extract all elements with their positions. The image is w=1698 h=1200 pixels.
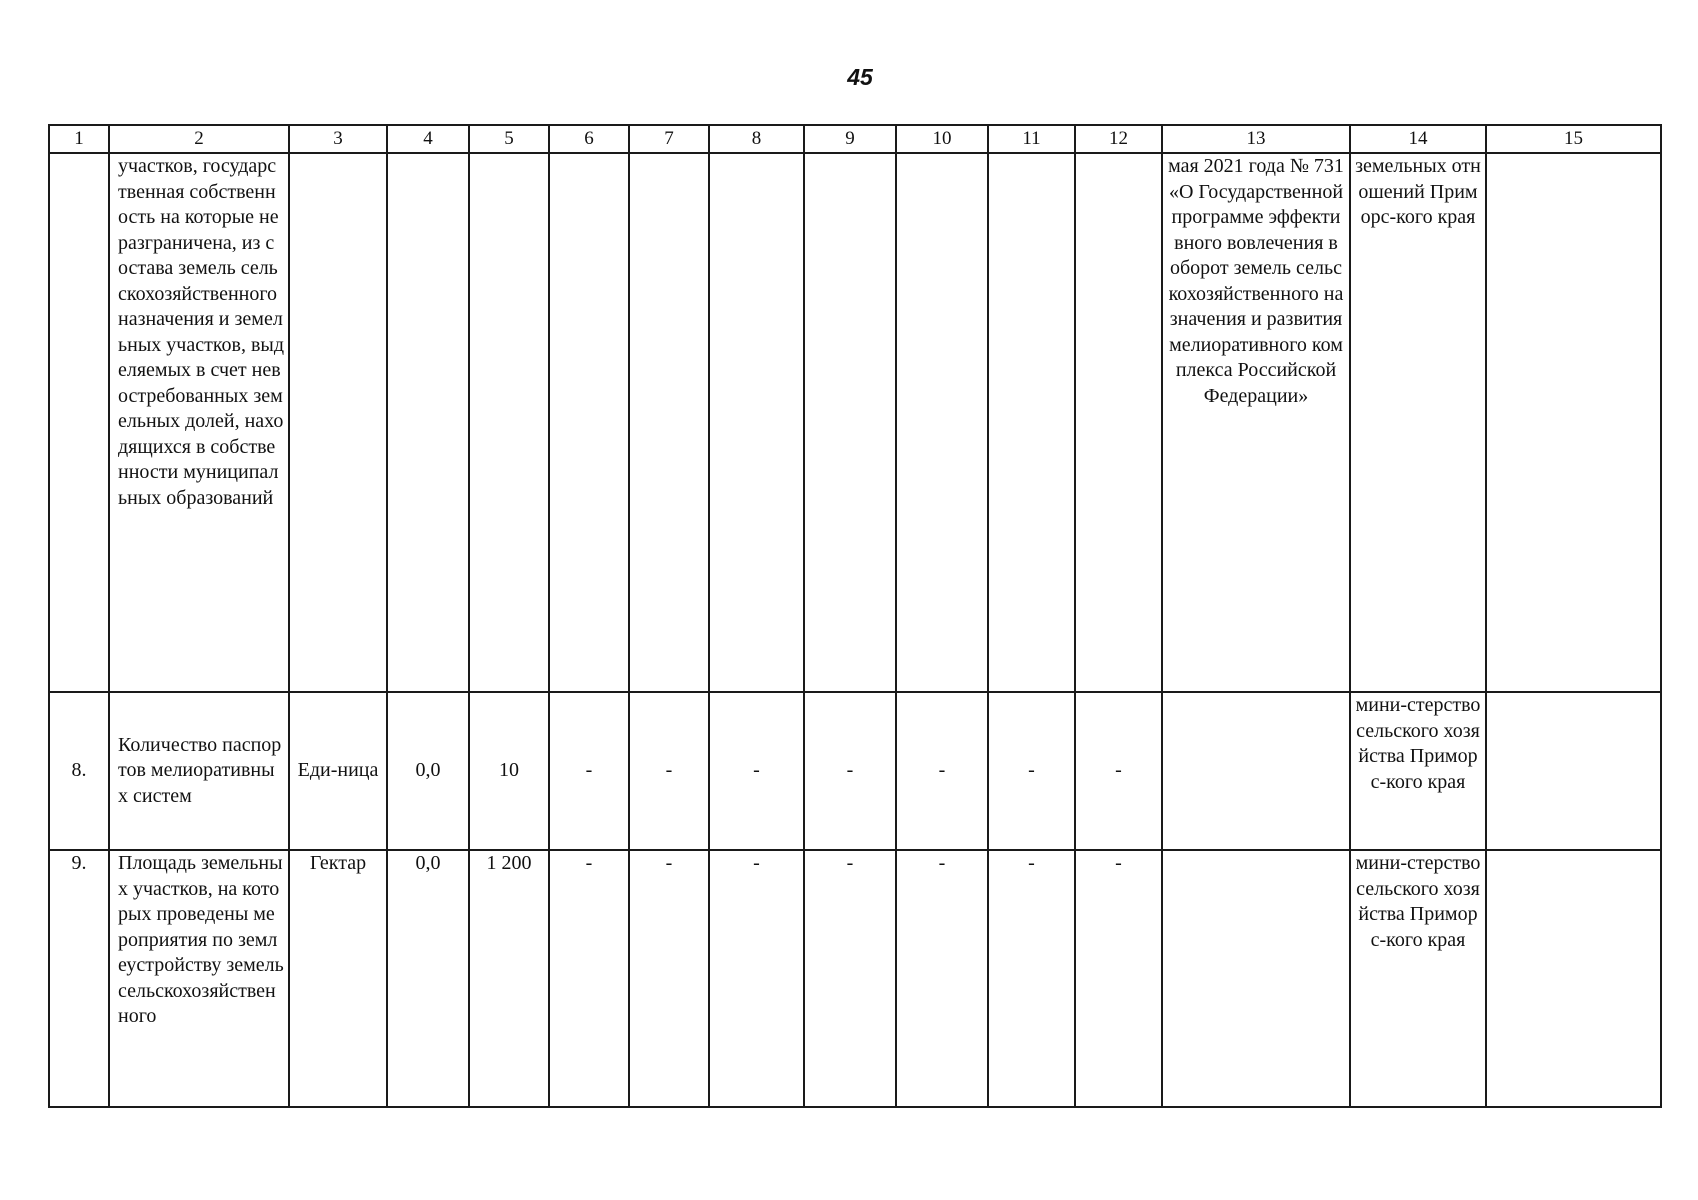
- column-header: 5: [469, 125, 549, 153]
- cell-empty: [1486, 153, 1661, 692]
- cell-empty: [469, 153, 549, 692]
- indicators-table: [48, 124, 1662, 1108]
- column-header: 13: [1162, 125, 1350, 153]
- cell-target-value: 10: [469, 692, 549, 850]
- cell-value: -: [629, 850, 709, 1107]
- column-header: 15: [1486, 125, 1661, 153]
- page-number: 45: [847, 64, 873, 90]
- column-header: 10: [896, 125, 988, 153]
- cell-target-value: 1 200: [469, 850, 549, 1107]
- column-header: 12: [1075, 125, 1162, 153]
- column-header: 6: [549, 125, 629, 153]
- column-header: 8: [709, 125, 804, 153]
- cell-legal-basis: [1162, 692, 1350, 850]
- column-header: 9: [804, 125, 896, 153]
- column-header: 7: [629, 125, 709, 153]
- table-row: [49, 850, 1661, 1107]
- cell-responsible: мини-стерство сельского хозяйства Приморс-кого края: [1350, 850, 1486, 1107]
- cell-legal-basis: [1162, 850, 1350, 1107]
- cell-value: -: [804, 850, 896, 1107]
- cell-value: -: [988, 692, 1075, 850]
- column-header: 3: [289, 125, 387, 153]
- cell-value: -: [896, 850, 988, 1107]
- cell-unit: [289, 153, 387, 692]
- cell-value: -: [1075, 850, 1162, 1107]
- cell-legal-basis: мая 2021 года № 731 «О Государственной программе эффективного вовлечения в оборот земель сельскохозяйственного назначения и развития мелиоративного комплекса Российской Федерации»: [1162, 153, 1350, 692]
- cell-value: -: [549, 692, 629, 850]
- cell-num: 9.: [49, 850, 109, 1107]
- cell-num: [49, 153, 109, 692]
- cell-value: -: [629, 692, 709, 850]
- cell-value: -: [1075, 692, 1162, 850]
- cell-unit: Гектар: [289, 850, 387, 1107]
- cell-empty: [549, 153, 629, 692]
- cell-empty: [1486, 850, 1661, 1107]
- cell-unit: Еди-ница: [289, 692, 387, 850]
- cell-value: -: [549, 850, 629, 1107]
- cell-empty: [896, 153, 988, 692]
- column-header: 14: [1350, 125, 1486, 153]
- cell-value: -: [896, 692, 988, 850]
- table-row-continuation: [49, 153, 1661, 692]
- column-header: 4: [387, 125, 469, 153]
- column-number-row: [49, 125, 1661, 153]
- column-header: 2: [109, 125, 289, 153]
- cell-value: -: [709, 692, 804, 850]
- cell-value: -: [709, 850, 804, 1107]
- cell-empty: [387, 153, 469, 692]
- cell-indicator: Количество паспортов мелиоративных систем: [109, 692, 289, 850]
- column-header: 1: [49, 125, 109, 153]
- cell-empty: [1486, 692, 1661, 850]
- cell-empty: [1075, 153, 1162, 692]
- cell-empty: [988, 153, 1075, 692]
- cell-indicator: участков, государственная собственность на которые не разграничена, из состава земель сельскохозяйственного назначения и земельных участков, выделяемых в счет невостребованных земельных долей, находящихся в собственности муниципальных образований: [109, 153, 289, 692]
- cell-empty: [629, 153, 709, 692]
- column-header: 11: [988, 125, 1075, 153]
- cell-empty: [804, 153, 896, 692]
- cell-responsible: земельных отношений Приморс-кого края: [1350, 153, 1486, 692]
- cell-base-value: 0,0: [387, 850, 469, 1107]
- cell-value: -: [804, 692, 896, 850]
- cell-value: -: [988, 850, 1075, 1107]
- cell-num: 8.: [49, 692, 109, 850]
- table-row: [49, 692, 1661, 850]
- cell-base-value: 0,0: [387, 692, 469, 850]
- cell-empty: [709, 153, 804, 692]
- cell-indicator: Площадь земельных участков, на которых проведены мероприятия по землеустройству земель сельскохозяйственного: [109, 850, 289, 1107]
- cell-responsible: мини-стерство сельского хозяйства Приморс-кого края: [1350, 692, 1486, 850]
